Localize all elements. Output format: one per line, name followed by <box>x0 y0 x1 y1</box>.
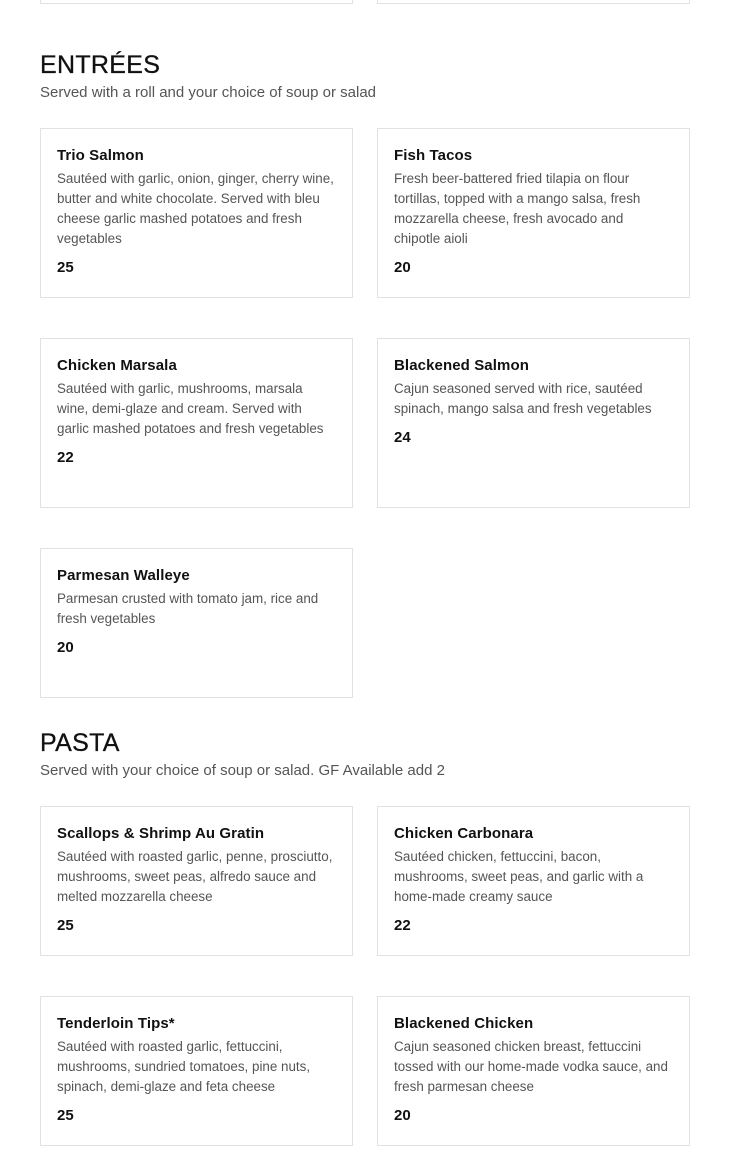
item-name: Blackened Salmon <box>394 357 529 374</box>
item-price: 20 <box>57 639 74 656</box>
menu-item-card[interactable] <box>377 128 690 298</box>
item-description: Fresh beer-battered fried tilapia on flour tortillas, topped with a mango salsa, fresh mozzarella cheese, fresh avocado and chipotle aioli <box>394 171 641 246</box>
section-subtitle: Served with a roll and your choice of soup or salad <box>40 84 377 101</box>
menu-item-card[interactable] <box>40 338 353 508</box>
item-description: Parmesan crusted with tomato jam, rice and fresh vegetables <box>57 591 319 626</box>
item-name: Tenderloin Tips* <box>57 1015 175 1032</box>
item-description: Sautéed chicken, fettuccini, bacon, mushrooms, sweet peas, and garlic with a home-made creamy sauce <box>394 849 644 904</box>
menu-item-card[interactable] <box>377 806 690 956</box>
item-price: 22 <box>57 449 74 466</box>
item-price: 25 <box>57 259 74 276</box>
item-name: Fish Tacos <box>394 147 473 164</box>
item-description: Sautéed with roasted garlic, penne, prosciutto, mushrooms, sweet peas, alfredo sauce and melted mozzarella cheese <box>57 849 333 904</box>
menu-item-card[interactable] <box>40 996 353 1146</box>
menu-item-card[interactable] <box>40 548 353 698</box>
item-name: Scallops & Shrimp Au Gratin <box>57 825 265 842</box>
item-name: Chicken Marsala <box>57 357 177 374</box>
item-price: 25 <box>57 1107 74 1124</box>
item-description: Cajun seasoned chicken breast, fettuccini tossed with our home-made vodka sauce, and fresh parmesan cheese <box>394 1039 668 1094</box>
item-name: Trio Salmon <box>57 147 144 164</box>
item-price: 24 <box>394 429 411 446</box>
item-price: 22 <box>394 917 411 934</box>
menu-item-card[interactable] <box>40 128 353 298</box>
item-price: 25 <box>57 917 74 934</box>
item-price: 20 <box>394 259 411 276</box>
menu-item-card-partial[interactable] <box>40 0 353 4</box>
section-subtitle: Served with your choice of soup or salad. GF Available add 2 <box>40 762 445 779</box>
item-description: Sautéed with garlic, onion, ginger, cherry wine, butter and white chocolate. Served with bleu cheese garlic mashed potatoes and fresh vegetables <box>57 171 334 246</box>
menu-items-grid <box>40 806 690 1146</box>
menu-items-grid <box>40 128 690 698</box>
pasta-section <box>40 728 690 1124</box>
item-name: Blackened Chicken <box>394 1015 534 1032</box>
item-description: Sautéed with garlic, mushrooms, marsala wine, demi-glaze and cream. Served with garlic mashed potatoes and fresh vegetables <box>57 381 324 436</box>
entrees-section <box>40 50 690 656</box>
item-description: Sautéed with roasted garlic, fettuccini, mushrooms, sundried tomatoes, pine nuts, spinach, demi-glaze and feta cheese <box>57 1039 311 1094</box>
menu-item-card[interactable] <box>377 996 690 1146</box>
item-name: Chicken Carbonara <box>394 825 534 842</box>
item-name: Parmesan Walleye <box>57 567 190 584</box>
menu-item-card[interactable] <box>40 806 353 956</box>
menu-item-card-partial[interactable] <box>377 0 690 4</box>
menu-item-card[interactable] <box>377 338 690 508</box>
item-price: 20 <box>394 1107 411 1124</box>
item-description: Cajun seasoned served with rice, sautéed spinach, mango salsa and fresh vegetables <box>394 381 652 416</box>
section-title: ENTRÉES <box>40 51 161 79</box>
section-title: PASTA <box>40 729 120 757</box>
